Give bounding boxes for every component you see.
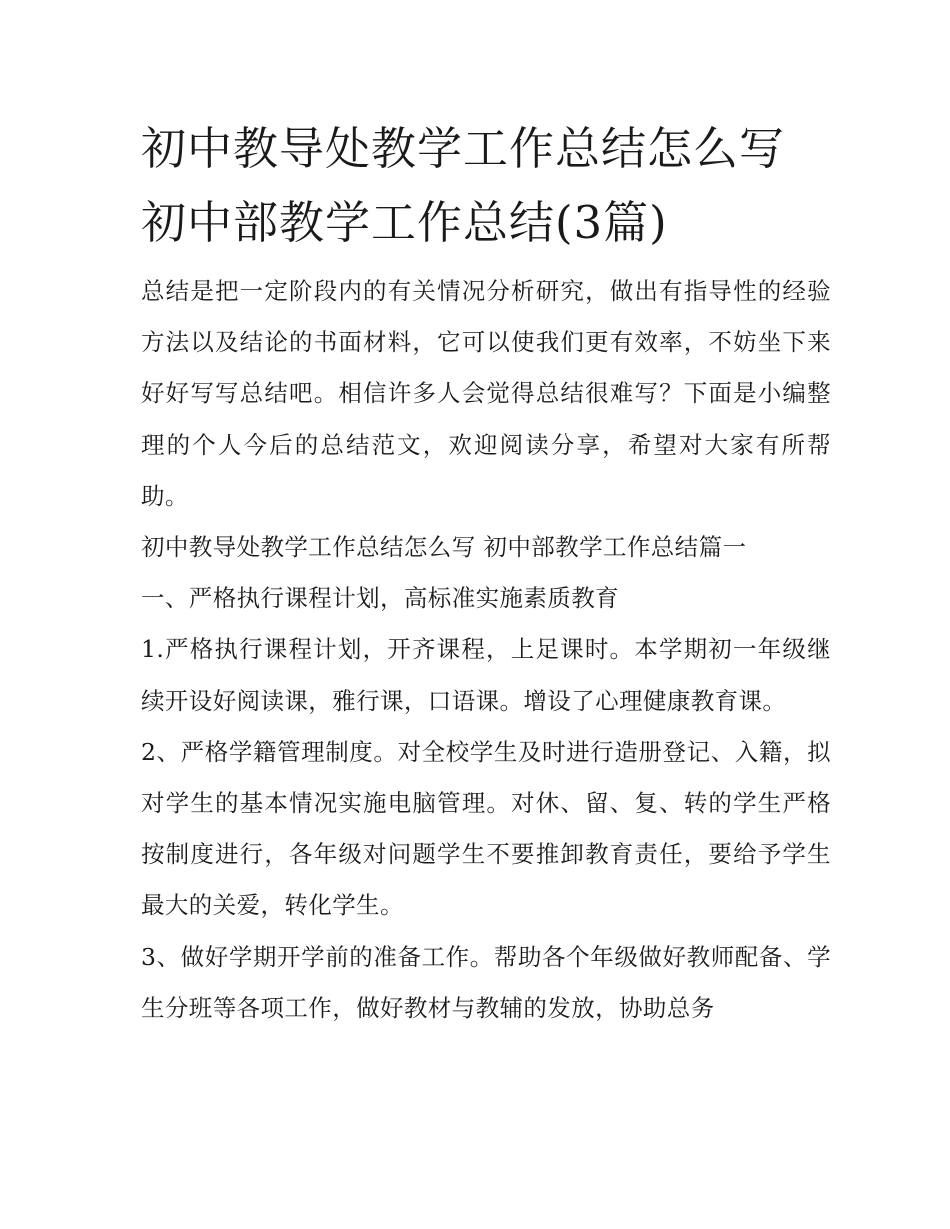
body-paragraph: 1.严格执行课程计划，开齐课程，上足课时。本学期初一年级继续开设好阅读课，雅行课，口语课。增设了心理健康教育课。 [141,635,831,715]
intro-paragraph: 总结是把一定阶段内的有关情况分析研究，做出有指导性的经验方法以及结论的书面材料，它可以使我们更有效率，不妨坐下来好好写写总结吧。相信许多人会觉得总结很难写？下面是小编整理的个人今后的总结范文，欢迎阅读分享，希望对大家有所帮助。 [141,277,831,510]
document-title: 初中教导处教学工作总结怎么写 初中部教学工作总结(3篇) [141,122,786,249]
subsection-heading: 一、严格执行课程计划，高标准实施素质教育 [141,584,619,613]
document-body [141,112,831,1034]
body-paragraph: 2、严格学籍管理制度。对全校学生及时进行造册登记、入籍，拟对学生的基本情况实施电脑管理。对休、留、复、转的学生严格按制度进行，各年级对问题学生不要推卸教育责任，要给予学生最大的关爱，转化学生。 [141,737,831,920]
section-heading: 初中教导处教学工作总结怎么写 初中部教学工作总结篇一 [141,533,747,562]
body-paragraph: 3、做好学期开学前的准备工作。帮助各个年级做好教师配备、学生分班等各项工作，做好教材与教辅的发放，协助总务 [141,942,831,1022]
